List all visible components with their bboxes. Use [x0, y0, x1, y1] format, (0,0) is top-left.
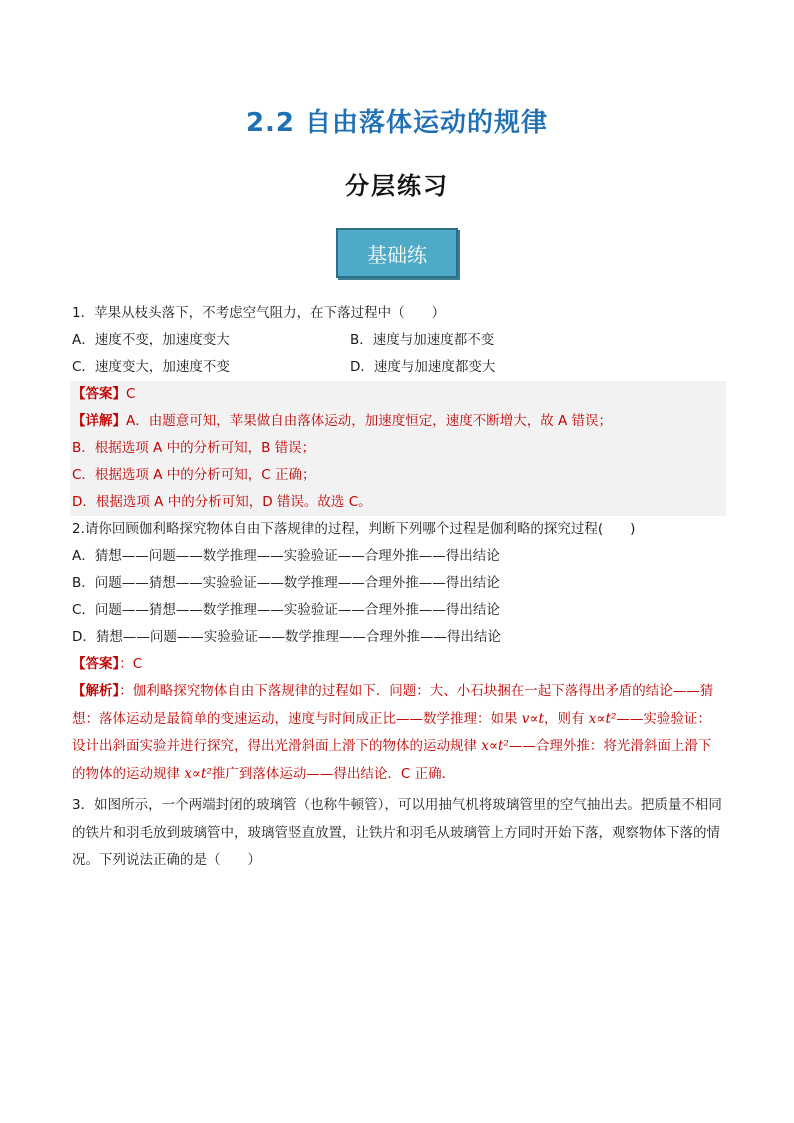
question-1-option-c: C．速度变大，加速度不变	[72, 359, 230, 375]
answer-value: C	[126, 386, 136, 402]
analysis-text-3: ——实验验证：设计出斜面实验并进行探究，得出光滑斜面上滑下的物体的运动规律	[72, 710, 711, 754]
analysis-tag: 【解析】	[72, 683, 120, 699]
answer-tag: 【答案】	[72, 656, 120, 672]
question-1-detail-a	[72, 408, 724, 435]
analysis-text-2: ，则有	[544, 710, 589, 727]
answer-tag: 【答案】	[72, 386, 126, 402]
content	[72, 300, 724, 875]
question-1-answer	[72, 381, 724, 408]
question-1-options-row-2	[72, 354, 724, 381]
page-title: 2.2 自由落体运动的规律	[245, 108, 549, 138]
question-2-answer	[72, 651, 724, 678]
formula-x-prop-t2: x∝t²	[184, 765, 212, 782]
question-2-option-d: D．猜想——问题——实验验证——数学推理——合理外推——得出结论	[72, 629, 501, 645]
question-2-analysis	[72, 678, 724, 788]
question-1-detail-c: C．根据选项 A 中的分析可知，C 正确；	[72, 467, 316, 483]
question-1-option-b: B．速度与加速度都不变	[350, 332, 495, 348]
question-2-option-c: C．问题——猜想——数学推理——实验验证——合理外推——得出结论	[72, 602, 500, 618]
analysis-text-5: 推广到落体运动——得出结论．C 正确．	[211, 765, 456, 782]
analysis-text-4: ——合理外推：将光滑斜面上滑下的物体的运动规律	[72, 738, 712, 782]
question-2-option-a: A．猜想——问题——数学推理——实验验证——合理外推——得出结论	[72, 548, 500, 564]
question-1-option-d: D．速度与加速度都变大	[350, 359, 496, 375]
formula-x-prop-t2: x∝t²	[588, 710, 617, 727]
detail-tag: 【详解】	[72, 413, 126, 429]
formula-v-prop-t: v∝t	[521, 710, 544, 727]
question-2-stem: 2.请你回顾伽利略探究物体自由下落规律的过程，判断下列哪个过程是伽利略的探究过程( )	[72, 521, 636, 537]
question-1-detail-b: B．根据选项 A 中的分析可知，B 错误；	[72, 440, 316, 456]
question-1-detail-d: D．根据选项 A 中的分析可知，D 错误。故选 C。	[72, 494, 372, 510]
detail-a-text: A．由题意可知，苹果做自由落体运动，加速度恒定，速度不断增大，故 A 错误；	[126, 413, 613, 429]
page-subtitle: 分层练习	[345, 171, 449, 200]
question-1-options-row-1	[72, 327, 724, 354]
section-badge: 基础练	[336, 228, 458, 278]
question-1-stem: 1．苹果从枝头落下，不考虑空气阻力，在下落过程中（ ）	[72, 305, 446, 321]
answer-value: ：C	[119, 656, 143, 672]
analysis-text-1: ：伽利略探究物体自由下落规律的过程如下．问题：大、小石块捆在一起下落得出矛盾的结论——猜想：落体运动是最简单的变速运动，速度与时间成正比——数学推理：如果	[72, 683, 714, 727]
question-2-option-b: B．问题——猜想——实验验证——数学推理——合理外推——得出结论	[72, 575, 500, 591]
question-3-stem: 3．如图所示，一个两端封闭的玻璃管（也称牛顿管），可以用抽气机将玻璃管里的空气抽出去。把质量不相同的铁片和羽毛放到玻璃管中，玻璃管竖直放置，让铁片和羽毛从玻璃管上方同时开始下落，观察物体下落的情况。下列说法正确的是（ ）	[72, 797, 722, 868]
formula-x-prop-t2: x∝t²	[481, 738, 509, 754]
question-1-option-a: A．速度不变，加速度变大	[72, 332, 230, 348]
question-1-solution-box	[70, 381, 726, 516]
